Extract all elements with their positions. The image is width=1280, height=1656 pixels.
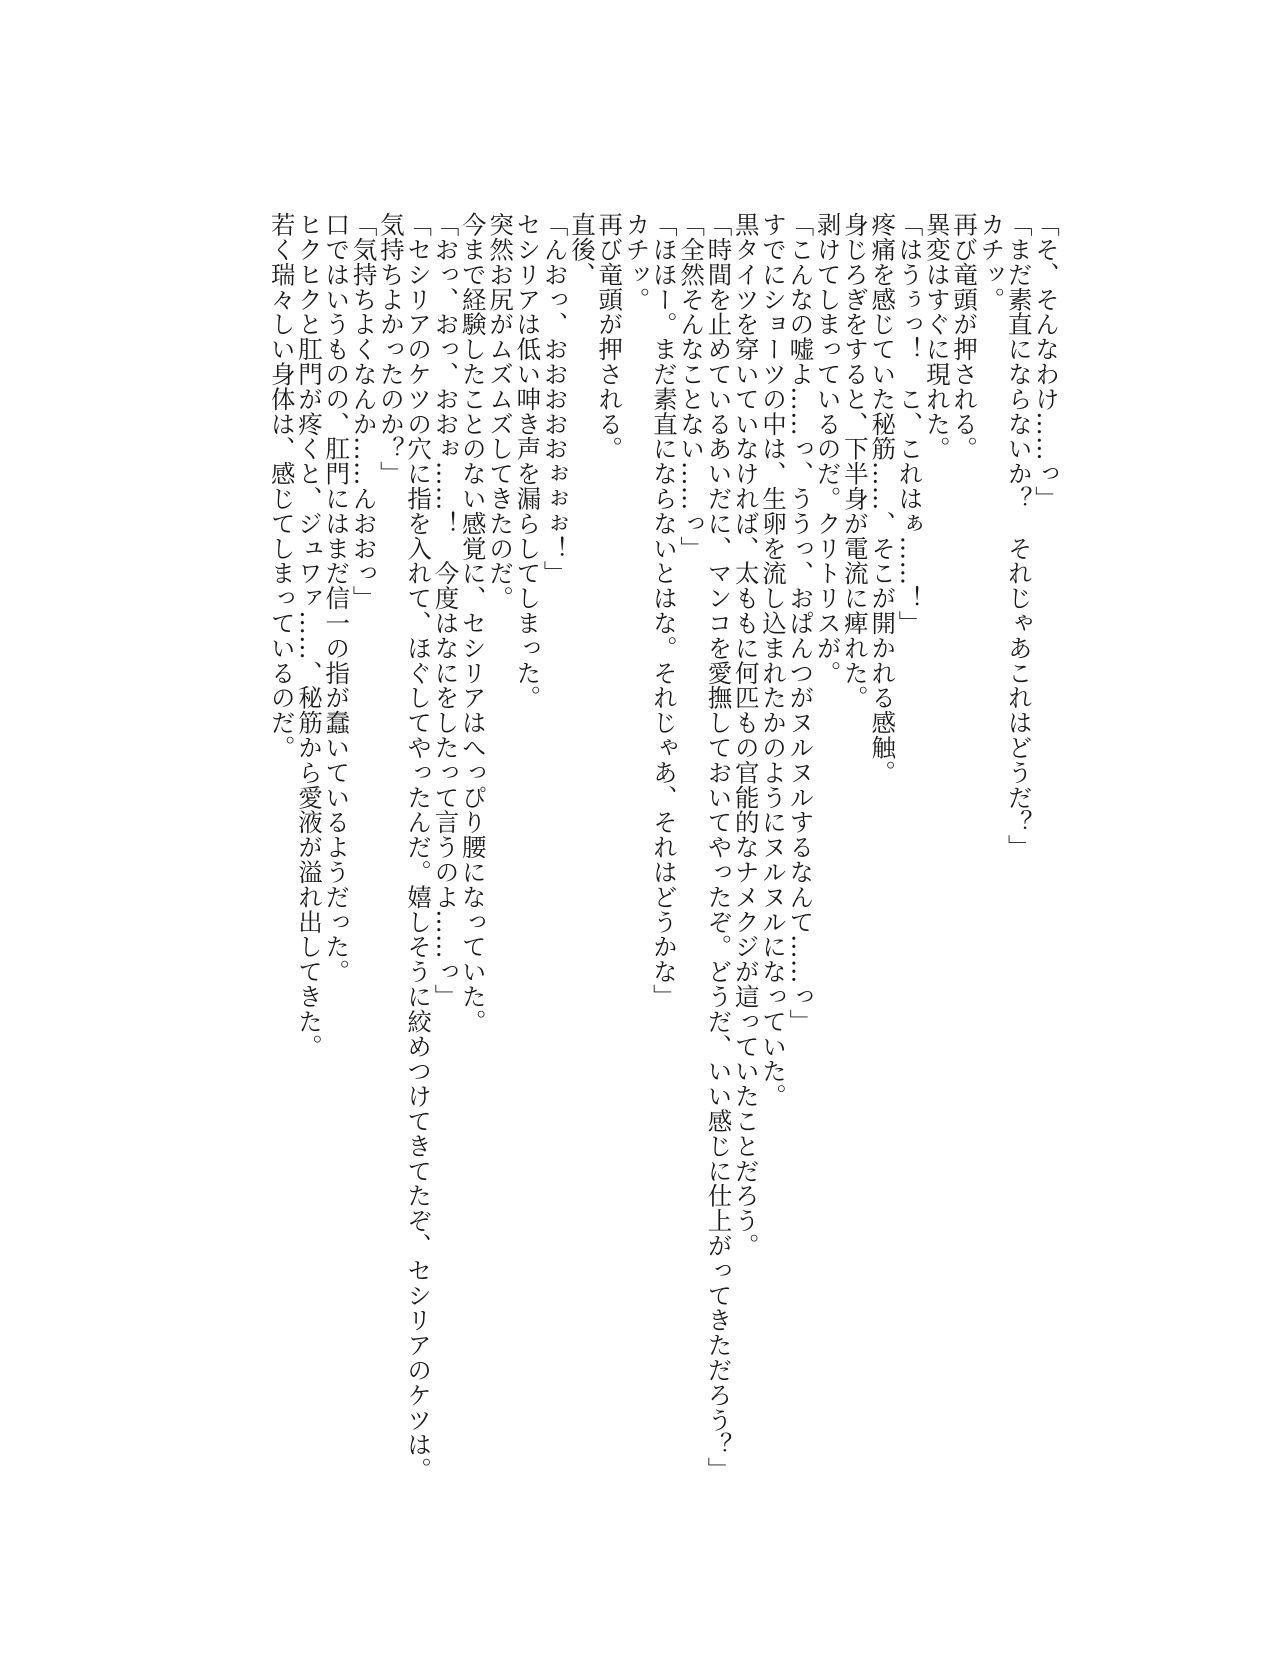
text-line: セシリアは低い呻き声を漏らしてしまった。 [513,212,543,710]
text-line: 黒タイツを穿いていなければ、太ももに何匹もの官能的なナメクジが這っていたことだろう。 [731,212,761,1258]
text-line: 「まだ素直にならないか？ それじゃあこれはどうだ？」 [1004,212,1034,860]
text-line: 「そ、そんなわけ……っ」 [1032,212,1061,511]
text-line: 口ではいうものの、肛門にはまだ信一の指が蠢いているようだった。 [322,212,352,984]
text-line: 「こんなの嘘よ……っ、ううっ、おぱんつがヌルヌルするなんて……っ」 [786,212,816,1034]
text-line: 今まで経験したことのない感覚に、セシリアはへっぴり腰になっていた。 [458,212,488,1034]
vertical-text-body [230,212,1060,1502]
text-line: 「気持ちよくなんか……んおおっ」 [349,212,379,611]
text-line: 「はうぅっ！ こ、これはぁ……！」 [895,212,925,636]
text-line: カチッ。 [977,212,1007,312]
text-line: 突然お尻がムズムズしてきたのだ。 [486,212,516,611]
text-line: 「セシリアのケツの穴に指を入れて、ほぐしてやったんだ。嬉しそうに絞めつけてきてたぞ、セシリアのケツは。気持ちよかったのか？」 [376,212,434,1482]
text-line: 異変はすぐに現れた。 [922,212,952,461]
text-line: 再び竜頭が押される。 [950,212,980,461]
text-line: 「おっ、おっ、おおぉ……！ 今度はなにをしたって言うのよ……っ」 [431,212,461,1009]
text-line: 「時間を止めているあいだに、マンコを愛撫しておいてやったぞ。どうだ、いい感じに仕上がってきただろう？」 [704,212,734,1482]
text-line: 疼痛を感じていた秘筋……、そこが開かれる感触。 [868,212,898,785]
text-line: ヒクヒクと肛門が疼くと、ジュワァ……、秘筋から愛液が溢れ出してきた。 [294,212,324,1059]
text-line: 直後、 [567,212,597,287]
text-line: カチッ。 [622,212,652,312]
text-line: 「全然そんなことない……っ」 [677,212,707,561]
text-line: 剥けてしまっているのだ。クリトリスが。 [813,212,843,686]
text-line: 再び竜頭が押される。 [595,212,625,461]
text-line: 「ほほー。まだ素直にならないとはな。それじゃあ、それはどうかな」 [649,212,679,1009]
text-line: 「んおっ、おおおおおぉぉぉ！」 [540,212,570,586]
text-line: すでにショーツの中は、生卵を流し込まれたかのようにヌルヌルになっていた。 [759,212,789,1109]
text-line: 若く瑞々しい身体は、感じてしまっているのだ。 [267,212,297,760]
text-line: 身じろぎをすると、下半身が電流に痺れた。 [840,212,870,710]
